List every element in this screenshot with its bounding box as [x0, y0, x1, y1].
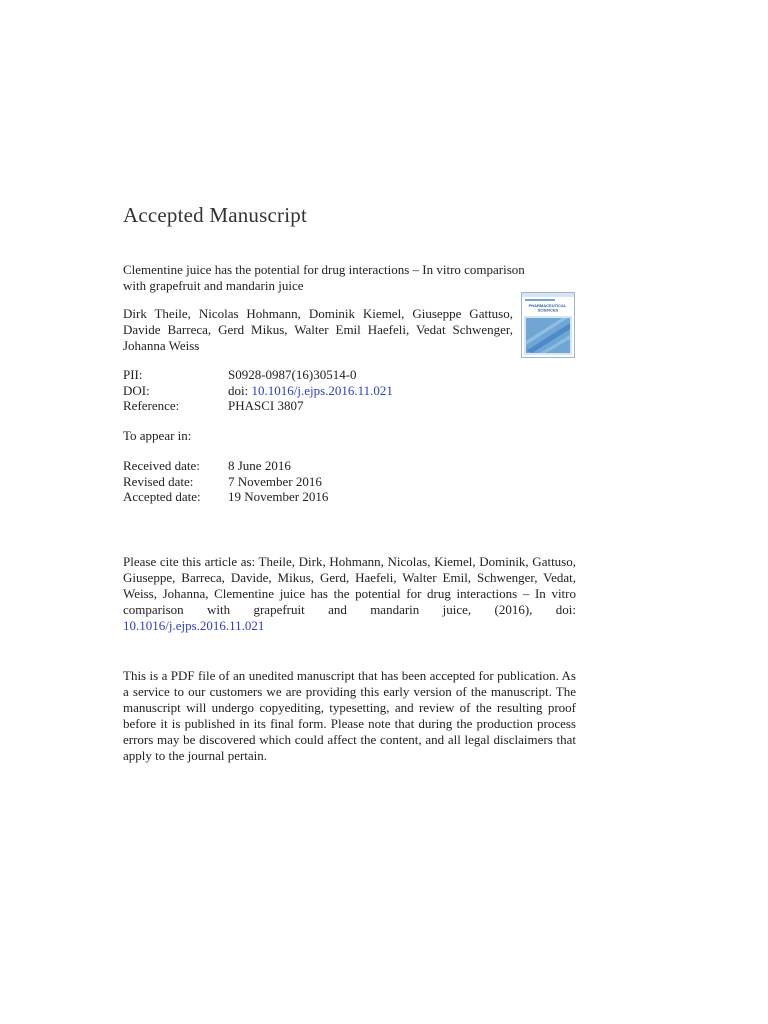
- accepted-value: 19 November 2016: [228, 489, 329, 504]
- accepted-label: Accepted date:: [123, 489, 201, 504]
- article-title-line-2: with grapefruit and mandarin juice: [123, 278, 304, 293]
- doi-link[interactable]: 10.1016/j.ejps.2016.11.021: [251, 382, 393, 398]
- to-appear-label: To appear in:: [123, 428, 192, 443]
- citation-paragraph: [123, 554, 576, 634]
- reference-value: PHASCI 3807: [228, 398, 304, 413]
- journal-cover-thumbnail: [521, 292, 575, 358]
- article-title-line-1: Clementine juice has the potential for drug interactions – In vitro comparison: [123, 262, 525, 277]
- revised-value: 7 November 2016: [228, 473, 322, 489]
- doi-prefix: doi:: [228, 382, 249, 398]
- citation-text: Please cite this article as: Theile, Dirk, Hohmann, Nicolas, Kiemel, Dominik, Gattuso, Giuseppe, Barreca, Davide, Mikus, Gerd, Haefeli, Walter Emil, Schwenger, Vedat, Weiss, Johanna, Clementine juice has the potential for drug interactions – In vitro comparison with grapefruit and mandarin juice, (2016), doi:: [123, 554, 576, 617]
- article-title: [123, 262, 525, 294]
- svg-text:PHARMACEUTICAL SCIENCE: PHARMACEUTICAL SCIENCES: [528, 303, 567, 313]
- pii-value: S0928-0987(16)30514-0: [228, 367, 357, 382]
- article-authors: Dirk Theile, Nicolas Hohmann, Dominik Kiemel, Giuseppe Gattuso, Davide Barreca, Gerd Mikus, Walter Emil Haefeli, Vedat Schwenger, Johanna Weiss: [123, 306, 513, 353]
- journal-cover-image: [522, 293, 574, 357]
- doi-label: DOI:: [123, 382, 150, 398]
- received-label: Received date:: [123, 458, 200, 473]
- page-heading: Accepted Manuscript: [123, 203, 307, 227]
- doi-value: [228, 383, 393, 399]
- revised-label: Revised date:: [123, 473, 194, 489]
- citation-doi-link[interactable]: 10.1016/j.ejps.2016.11.021: [123, 618, 265, 633]
- received-value: 8 June 2016: [228, 458, 291, 473]
- notice-paragraph: This is a PDF file of an unedited manuscript that has been accepted for publication. As a service to our customers we are providing this early version of the manuscript. The manuscript will undergo copyediting, typesetting, and review of the resulting proof before it is published in its final form. Please note that during the production process errors may be discovered which could affect the content, and all legal disclaimers that apply to the journal pertain.: [123, 668, 576, 763]
- pii-label: PII:: [123, 367, 143, 382]
- reference-label: Reference:: [123, 398, 180, 413]
